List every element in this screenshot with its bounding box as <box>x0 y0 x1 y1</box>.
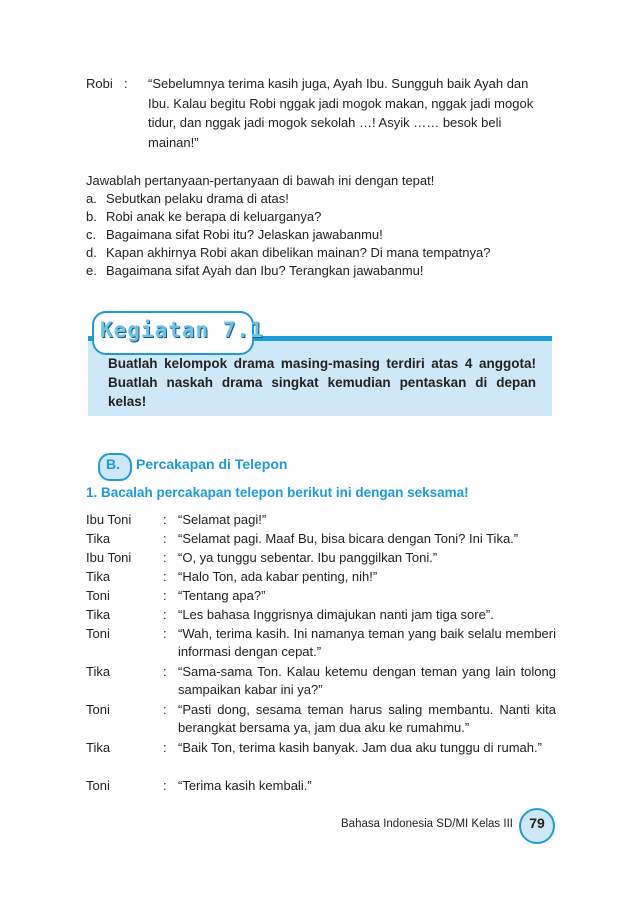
kegiatan-body: Buatlah kelompok drama masing-masing terdiri atas 4 anggota! Buatlah naskah drama singkat kemudian pentaskan di depan kelas! <box>108 356 536 409</box>
dialog-line <box>86 511 556 529</box>
dialog-line <box>86 587 556 605</box>
section-b-instruction: 1. Bacalah percakapan telepon berikut ini dengan seksama! <box>86 485 469 500</box>
question-text: Bagaimana sifat Robi itu? Jelaskan jawabanmu! <box>106 227 383 242</box>
kegiatan-title: Kegiatan 7.1 <box>100 318 264 342</box>
dialog-speaker: Tika <box>86 607 111 622</box>
question-item <box>86 190 289 208</box>
dialog-speaker: Tika <box>86 664 111 679</box>
dialog-speaker: Tika <box>86 569 111 584</box>
dialog-speaker: Ibu Toni <box>86 512 132 527</box>
intro-speaker: Robi <box>86 76 113 91</box>
dialog-line <box>86 606 556 624</box>
footer-book-title: Bahasa Indonesia SD/MI Kelas III <box>341 818 513 830</box>
dialog-text: “Halo Ton, ada kabar penting, nih!” <box>178 569 378 584</box>
question-text: Bagaimana sifat Ayah dan Ibu? Terangkan jawabanmu! <box>106 263 424 278</box>
intro-colon: : <box>124 76 128 91</box>
question-text: Robi anak ke berapa di keluarganya? <box>106 209 322 224</box>
dialog-colon: : <box>163 702 167 717</box>
intro-line: “Sebelumnya terima kasih juga, Ayah Ibu. Sungguh baik Ayah dan <box>148 76 529 91</box>
question-item <box>86 226 383 244</box>
question-text: Kapan akhirnya Robi akan dibelikan mainan? Di mana tempatnya? <box>106 245 491 260</box>
question-text: Sebutkan pelaku drama di atas! <box>106 191 289 206</box>
intro-line: tidur, dan nggak jadi mogok sekolah …! Asyik …… besok beli <box>148 115 502 130</box>
dialog-text: “Selamat pagi. Maaf Bu, bisa bicara dengan Toni? Ini Tika.” <box>178 531 519 546</box>
dialog-line <box>86 530 556 548</box>
dialog-text: “O, ya tunggu sebentar. Ibu panggilkan Toni.” <box>178 550 438 565</box>
dialog-speaker: Toni <box>86 588 110 603</box>
dialog-speaker: Tika <box>86 531 111 546</box>
dialog-colon: : <box>163 569 167 584</box>
intro-line: Ibu. Kalau begitu Robi nggak jadi mogok makan, nggak jadi mogok <box>148 95 534 111</box>
dialog-speaker: Ibu Toni <box>86 550 132 565</box>
dialog-text: “Pasti dong, sesama teman harus saling membantu. Nanti kita berangkat bersama ya, jam dua aku ke rumahmu.” <box>178 702 556 735</box>
question-item <box>86 208 321 226</box>
dialog-line <box>86 625 556 661</box>
dialog-line <box>86 739 556 757</box>
dialog-line <box>86 701 556 737</box>
dialog-text: “Wah, terima kasih. Ini namanya teman yang baik selalu memberi informasi dengan cepat.” <box>178 626 556 659</box>
dialog-text: “Terima kasih kembali.” <box>178 778 312 793</box>
dialog-text: “Selamat pagi!” <box>178 512 267 527</box>
question-label: a. <box>86 191 97 206</box>
questions-instruction: Jawablah pertanyaan-pertanyaan di bawah ini dengan tepat! <box>86 173 435 188</box>
dialog-colon: : <box>163 512 167 527</box>
intro-line: mainan!” <box>148 134 199 150</box>
dialog-text: “Tentang apa?” <box>178 588 266 603</box>
dialog-line <box>86 777 556 795</box>
dialog-speaker: Toni <box>86 778 110 793</box>
dialog-colon: : <box>163 740 167 755</box>
dialog-colon: : <box>163 550 167 565</box>
dialog-colon: : <box>163 588 167 603</box>
dialog-line <box>86 568 556 586</box>
question-item <box>86 262 424 280</box>
question-label: c. <box>86 227 97 242</box>
section-b-letter: B. <box>106 456 120 472</box>
dialog-text: “Les bahasa Inggrisnya dimajukan nanti jam tiga sore”. <box>178 607 494 622</box>
dialog-speaker: Tika <box>86 740 111 755</box>
section-b-title: Percakapan di Telepon <box>136 456 288 472</box>
dialog-colon: : <box>163 607 167 622</box>
dialog-speaker: Toni <box>86 702 110 717</box>
dialog-colon: : <box>163 664 167 679</box>
question-label: e. <box>86 263 97 278</box>
dialog-colon: : <box>163 531 167 546</box>
dialog-speaker: Toni <box>86 626 110 641</box>
page-number: 79 <box>529 815 545 831</box>
dialog-text: “Sama-sama Ton. Kalau ketemu dengan teman yang lain tolong sampaikan kabar ini ya?” <box>178 664 556 697</box>
dialog-text: “Baik Ton, terima kasih banyak. Jam dua aku tunggu di rumah.” <box>178 740 542 755</box>
question-item <box>86 244 490 262</box>
dialog-colon: : <box>163 778 167 793</box>
dialog-line <box>86 663 556 699</box>
dialog-line <box>86 549 556 567</box>
dialog-colon: : <box>163 626 167 641</box>
question-label: b. <box>86 209 97 224</box>
question-label: d. <box>86 245 97 260</box>
